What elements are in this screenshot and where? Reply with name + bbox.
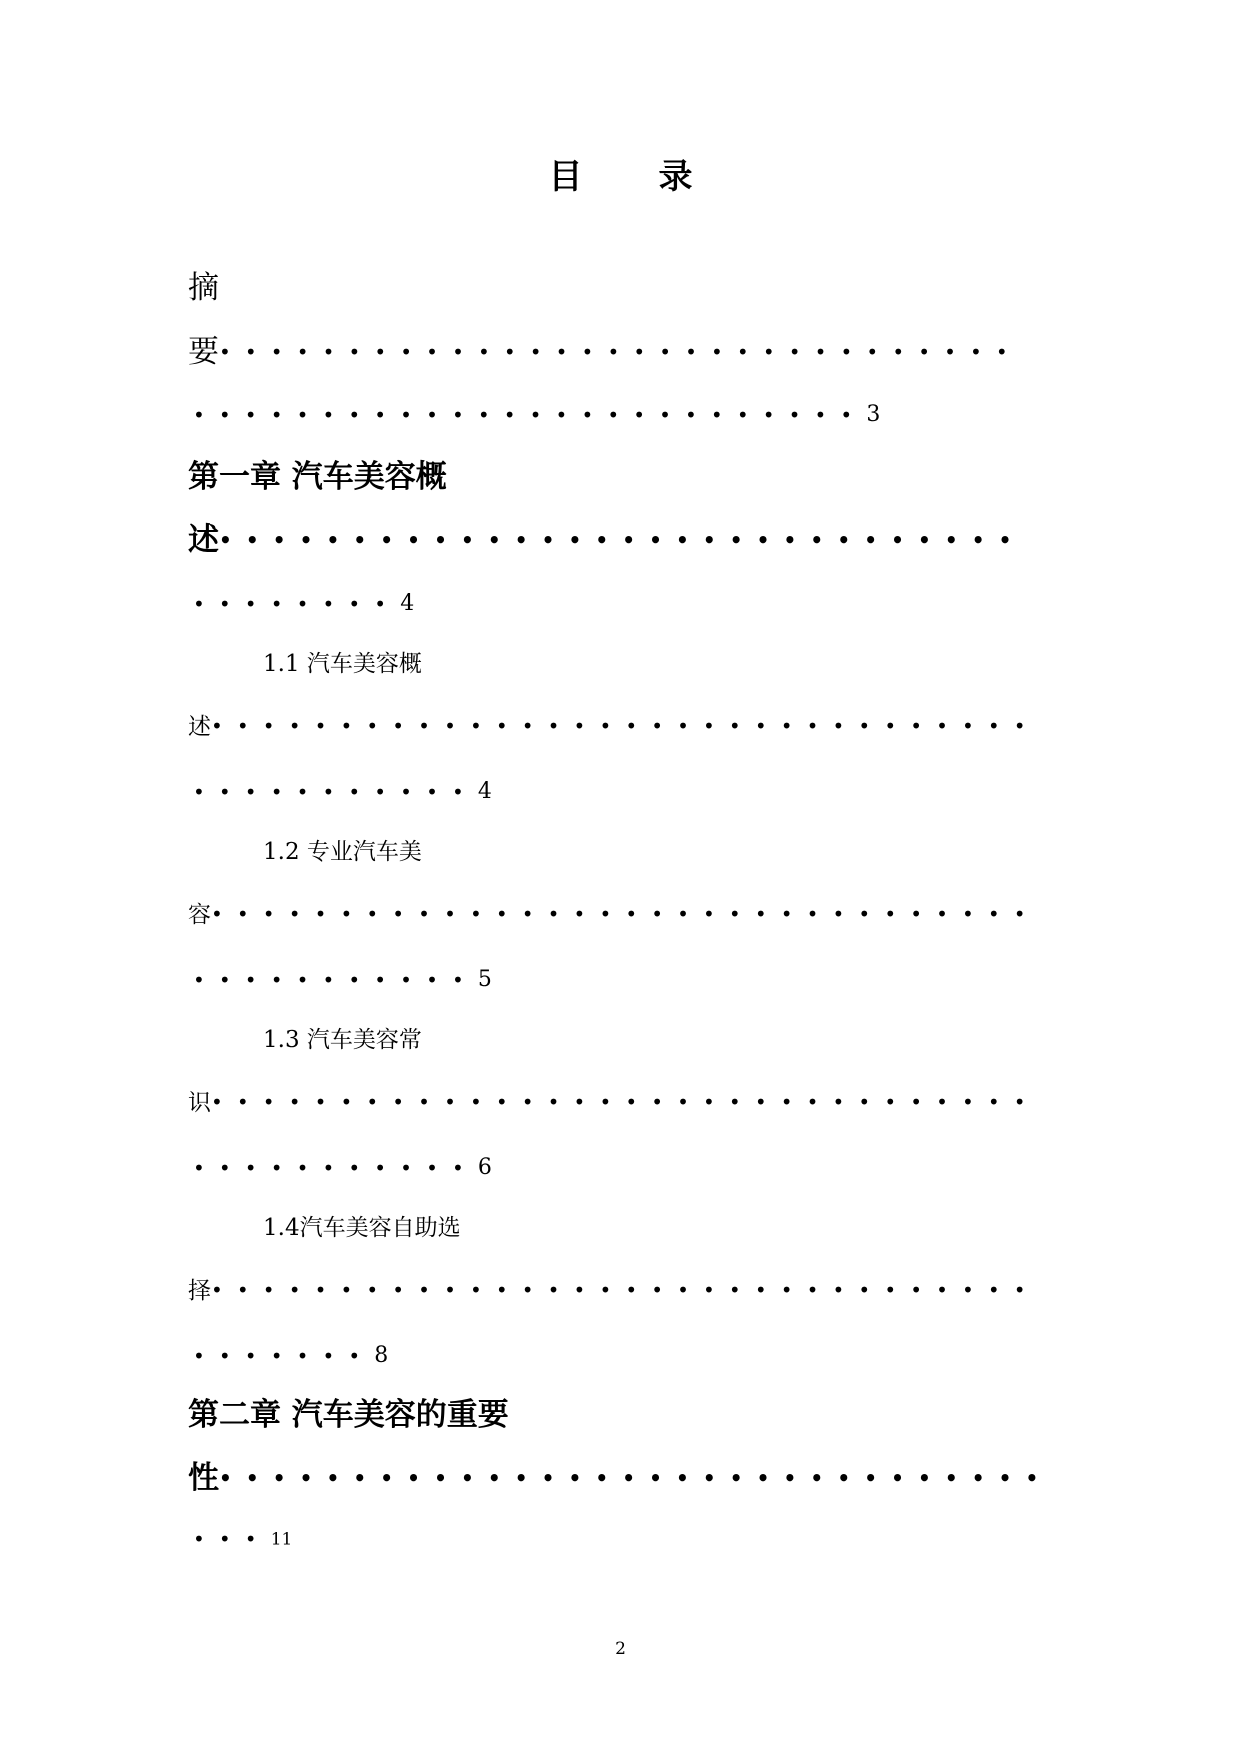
toc-entry-chapter2-line1: 第二章 汽车美容的重要 (188, 1397, 509, 1433)
toc-entry-section-1-1-line2: 述•••••••••••••••••••••••••••••••• (188, 714, 1040, 740)
dot-leader: •••••••••••••••••••••••••• (193, 403, 867, 428)
page-number: 6 (477, 1155, 492, 1180)
dot-leader: •••••••••••••••••••••••••••••••• (211, 714, 1040, 738)
toc-entry-section-1-2-line2: 容•••••••••••••••••••••••••••••••• (188, 902, 1040, 928)
dot-leader: ••• (193, 1527, 271, 1551)
toc-entry-section-1-4-line1: 1.4汽车美容自助选 (263, 1215, 461, 1241)
toc-entry-section-1-1-line3 (193, 781, 492, 804)
dot-leader: •••••••••••••••••••••••••••••••• (211, 1278, 1040, 1302)
toc-entry-chapter1-line2: 述•••••••••••••••••••••••••••••• (188, 522, 1026, 558)
footer-page-number: 2 (615, 1639, 626, 1659)
dot-leader: ••••••••••• (193, 780, 478, 805)
toc-entry-section-1-4-line3 (193, 1345, 388, 1368)
toc-entry-section-1-2-line1: 1.2 专业汽车美 (263, 839, 422, 865)
page-number: 3 (866, 402, 881, 427)
toc-title-left: 目 (548, 157, 583, 197)
toc-entry-section-1-1-line1: 1.1 汽车美容概 (263, 651, 422, 677)
dot-leader: ••••••• (193, 1344, 375, 1369)
toc-title (0, 157, 1241, 197)
page-number: 5 (477, 967, 492, 992)
toc-entry-section-1-2-line3 (193, 969, 492, 992)
dot-leader: •••••••••••••••••••••••••••••• (219, 527, 1026, 552)
toc-entry-section-1-4-line2: 择•••••••••••••••••••••••••••••••• (188, 1278, 1040, 1304)
toc-entry-chapter1-line3 (193, 593, 414, 616)
page-number: 8 (374, 1343, 389, 1368)
toc-entry-section-1-3-line3 (193, 1157, 492, 1180)
toc-entry-section-1-3-line2: 识•••••••••••••••••••••••••••••••• (188, 1090, 1040, 1116)
dot-leader: ••••••••••• (193, 1156, 478, 1181)
toc-title-right: 录 (658, 157, 693, 197)
page-number: 4 (400, 591, 415, 616)
toc-entry-abstract-line1: 摘 (188, 270, 219, 306)
toc-entry-abstract-line2: 要••••••••••••••••••••••••••••••• (188, 334, 1022, 370)
toc-entry-abstract-line3 (193, 404, 880, 427)
toc-entry-chapter2-line3 (193, 1527, 293, 1551)
toc-entry-chapter1-line1: 第一章 汽车美容概 (188, 459, 447, 495)
toc-entry-chapter2-line2: 性••••••••••••••••••••••••••••••• (188, 1460, 1053, 1496)
toc-entry-section-1-3-line1: 1.3 汽车美容常 (263, 1027, 422, 1053)
dot-leader: ••••••••••••••••••••••••••••••• (219, 1465, 1053, 1490)
page-number: 11 (270, 1529, 293, 1550)
dot-leader: ••••••••••••••••••••••••••••••• (219, 339, 1022, 364)
dot-leader: ••••••••••• (193, 968, 478, 993)
dot-leader: •••••••••••••••••••••••••••••••• (211, 1090, 1040, 1114)
dot-leader: •••••••• (193, 592, 401, 617)
dot-leader: •••••••••••••••••••••••••••••••• (211, 902, 1040, 926)
page-number: 4 (477, 779, 492, 804)
